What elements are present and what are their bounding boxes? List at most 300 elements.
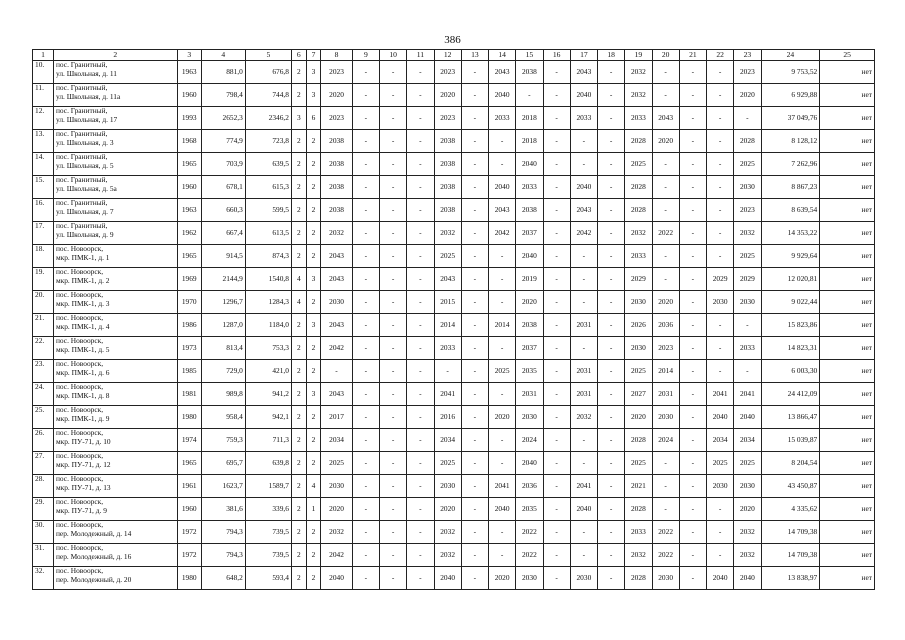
table-cell: 2025 xyxy=(734,452,761,475)
table-cell: 2 xyxy=(306,291,321,314)
table-cell: 2025 xyxy=(489,360,516,383)
table-cell: - xyxy=(707,544,734,567)
table-cell: - xyxy=(407,245,434,268)
table-cell: 2 xyxy=(291,544,306,567)
table-cell: 881,0 xyxy=(201,61,245,84)
data-table xyxy=(32,49,875,590)
table-cell: 599,5 xyxy=(245,199,291,222)
cost-cell: 15 823,86 xyxy=(761,314,820,337)
table-cell: - xyxy=(707,360,734,383)
table-cell: 2 xyxy=(291,199,306,222)
table-cell: 739,5 xyxy=(245,521,291,544)
table-cell: 2 xyxy=(291,452,306,475)
table-cell: - xyxy=(679,107,706,130)
table-cell: 2 xyxy=(291,61,306,84)
table-cell: - xyxy=(489,521,516,544)
table-cell: 2028 xyxy=(625,429,652,452)
table-cell: 2030 xyxy=(516,567,543,590)
table-cell: 2028 xyxy=(734,130,761,153)
table-cell: 2041 xyxy=(570,475,597,498)
table-cell: - xyxy=(707,314,734,337)
table-cell: - xyxy=(598,429,625,452)
column-header: 14 xyxy=(489,50,516,61)
table-cell: - xyxy=(598,475,625,498)
address-street: ул. Школьная, д. 11 xyxy=(55,68,117,78)
table-cell: - xyxy=(543,222,570,245)
table-cell: 2030 xyxy=(434,475,461,498)
table-cell: 2020 xyxy=(625,406,652,429)
table-cell: 2 xyxy=(291,337,306,360)
table-cell: 2030 xyxy=(321,291,352,314)
table-row xyxy=(33,498,875,521)
table-cell: 1296,7 xyxy=(201,291,245,314)
table-cell: 2031 xyxy=(652,383,679,406)
table-cell: - xyxy=(543,383,570,406)
address-street: ул. Школьная, д. 7 xyxy=(55,206,114,216)
table-cell: - xyxy=(461,360,488,383)
cost-cell: 14 709,38 xyxy=(761,521,820,544)
table-cell: 2043 xyxy=(489,199,516,222)
address-cell xyxy=(53,291,177,314)
table-cell: 2038 xyxy=(321,153,352,176)
table-cell: - xyxy=(461,84,488,107)
table-cell: - xyxy=(489,429,516,452)
table-cell: 381,6 xyxy=(201,498,245,521)
cost-cell: 12 020,81 xyxy=(761,268,820,291)
address-street: ул. Школьная, д. 5а xyxy=(55,183,117,193)
table-cell: - xyxy=(652,61,679,84)
table-cell: - xyxy=(461,314,488,337)
address-settlement: пос. Новоорск, xyxy=(55,382,104,391)
table-cell: - xyxy=(570,291,597,314)
table-cell: 2033 xyxy=(625,107,652,130)
table-cell: 753,3 xyxy=(245,337,291,360)
table-cell: - xyxy=(570,452,597,475)
table-cell: - xyxy=(461,245,488,268)
cost-cell: 9 929,64 xyxy=(761,245,820,268)
table-cell: 2025 xyxy=(321,452,352,475)
table-cell: 2038 xyxy=(516,199,543,222)
table-cell: 2020 xyxy=(652,130,679,153)
table-cell: - xyxy=(652,84,679,107)
table-cell: 2030 xyxy=(625,337,652,360)
table-cell: - xyxy=(380,268,407,291)
row-number: 12. xyxy=(33,107,54,130)
table-cell: - xyxy=(598,84,625,107)
table-cell: - xyxy=(543,567,570,590)
table-cell: 2020 xyxy=(434,498,461,521)
table-cell: 2020 xyxy=(489,406,516,429)
table-cell: 2028 xyxy=(625,567,652,590)
row-number: 28. xyxy=(33,475,54,498)
table-cell: 798,4 xyxy=(201,84,245,107)
address-cell xyxy=(53,452,177,475)
table-cell: - xyxy=(652,176,679,199)
table-cell: - xyxy=(598,498,625,521)
cost-cell: 9 022,44 xyxy=(761,291,820,314)
address-cell xyxy=(53,475,177,498)
table-row xyxy=(33,360,875,383)
table-cell: - xyxy=(352,452,379,475)
table-cell: - xyxy=(352,61,379,84)
column-header: 22 xyxy=(707,50,734,61)
column-header: 15 xyxy=(516,50,543,61)
table-cell: - xyxy=(707,337,734,360)
address-cell xyxy=(53,360,177,383)
row-number: 31. xyxy=(33,544,54,567)
table-cell: 2 xyxy=(306,222,321,245)
table-cell: - xyxy=(407,176,434,199)
table-cell: 613,5 xyxy=(245,222,291,245)
table-cell: - xyxy=(352,222,379,245)
table-cell: - xyxy=(352,291,379,314)
flag-cell: нет xyxy=(820,498,875,521)
table-cell: 4 xyxy=(306,475,321,498)
table-cell: - xyxy=(679,268,706,291)
cost-cell: 15 039,87 xyxy=(761,429,820,452)
column-header: 18 xyxy=(598,50,625,61)
table-row xyxy=(33,452,875,475)
table-cell: - xyxy=(679,130,706,153)
table-cell: 2032 xyxy=(321,222,352,245)
address-settlement: пос. Новоорск, xyxy=(55,336,104,345)
flag-cell: нет xyxy=(820,567,875,590)
table-cell: - xyxy=(679,429,706,452)
column-header: 23 xyxy=(734,50,761,61)
table-cell: 2030 xyxy=(652,406,679,429)
address-settlement: пос. Новоорск, xyxy=(55,359,104,368)
table-cell: 2040 xyxy=(516,153,543,176)
table-cell: 2033 xyxy=(734,337,761,360)
table-cell: - xyxy=(598,176,625,199)
address-street: пер. Молодежный, д. 16 xyxy=(55,551,132,561)
table-cell: - xyxy=(380,498,407,521)
table-cell: - xyxy=(543,107,570,130)
table-row xyxy=(33,383,875,406)
table-cell: - xyxy=(543,291,570,314)
address-cell xyxy=(53,567,177,590)
column-header: 10 xyxy=(380,50,407,61)
table-cell: - xyxy=(461,153,488,176)
table-cell: - xyxy=(570,429,597,452)
table-cell: 2028 xyxy=(625,176,652,199)
table-cell: - xyxy=(380,544,407,567)
table-cell: 2 xyxy=(306,544,321,567)
table-cell: - xyxy=(352,521,379,544)
table-cell: 2038 xyxy=(516,314,543,337)
table-cell: 2 xyxy=(306,360,321,383)
table-cell: 1968 xyxy=(177,130,201,153)
table-row xyxy=(33,199,875,222)
table-cell: 2033 xyxy=(434,337,461,360)
table-cell: - xyxy=(461,107,488,130)
table-cell: - xyxy=(543,475,570,498)
table-cell: 2019 xyxy=(516,268,543,291)
table-cell: 639,8 xyxy=(245,452,291,475)
address-settlement: пос. Гранитный, xyxy=(55,221,108,230)
table-cell: 2038 xyxy=(516,61,543,84)
table-cell: - xyxy=(679,222,706,245)
address-settlement: пос. Гранитный, xyxy=(55,106,108,115)
table-cell: - xyxy=(352,337,379,360)
table-cell: - xyxy=(570,130,597,153)
table-cell: 2022 xyxy=(516,521,543,544)
table-cell: 2028 xyxy=(625,498,652,521)
table-cell: 2014 xyxy=(434,314,461,337)
cost-cell: 8 128,12 xyxy=(761,130,820,153)
table-cell: 2028 xyxy=(625,130,652,153)
table-cell: 678,1 xyxy=(201,176,245,199)
cost-cell: 8 867,23 xyxy=(761,176,820,199)
address-street: пер. Молодежный, д. 14 xyxy=(55,528,132,538)
table-cell: - xyxy=(652,452,679,475)
table-cell: - xyxy=(707,498,734,521)
table-row xyxy=(33,337,875,360)
table-cell: 2 xyxy=(291,475,306,498)
table-cell: 2016 xyxy=(434,406,461,429)
table-cell: 2025 xyxy=(625,153,652,176)
table-cell: 2041 xyxy=(707,383,734,406)
table-cell: 695,7 xyxy=(201,452,245,475)
table-cell: - xyxy=(679,360,706,383)
table-cell: 2029 xyxy=(707,268,734,291)
flag-cell: нет xyxy=(820,268,875,291)
table-cell: 2040 xyxy=(434,567,461,590)
address-cell xyxy=(53,521,177,544)
table-cell: - xyxy=(707,61,734,84)
table-cell: - xyxy=(352,475,379,498)
table-cell: 2024 xyxy=(652,429,679,452)
table-cell: - xyxy=(598,245,625,268)
table-cell: 2042 xyxy=(321,544,352,567)
row-number: 10. xyxy=(33,61,54,84)
address-settlement: пос. Гранитный, xyxy=(55,175,108,184)
row-number: 30. xyxy=(33,521,54,544)
cost-cell: 14 709,38 xyxy=(761,544,820,567)
table-cell: 2022 xyxy=(652,521,679,544)
cost-cell: 24 412,09 xyxy=(761,383,820,406)
table-cell: - xyxy=(489,268,516,291)
table-cell: 2 xyxy=(306,406,321,429)
table-cell: - xyxy=(380,84,407,107)
address-settlement: пос. Гранитный, xyxy=(55,152,108,161)
table-cell: - xyxy=(598,268,625,291)
table-cell: 2033 xyxy=(625,521,652,544)
table-cell: - xyxy=(543,199,570,222)
table-cell: 3 xyxy=(306,314,321,337)
table-cell: - xyxy=(543,245,570,268)
address-street: мкр. ПУ-71, д. 9 xyxy=(55,505,107,515)
table-cell: - xyxy=(352,406,379,429)
table-cell: 1974 xyxy=(177,429,201,452)
table-cell: - xyxy=(598,314,625,337)
table-cell: 2035 xyxy=(516,498,543,521)
table-cell: 2040 xyxy=(734,406,761,429)
table-cell: - xyxy=(543,130,570,153)
address-settlement: пос. Новоорск, xyxy=(55,520,104,529)
table-cell: 1960 xyxy=(177,176,201,199)
table-cell: 2040 xyxy=(570,84,597,107)
table-cell: 2 xyxy=(306,245,321,268)
cost-cell: 8 639,54 xyxy=(761,199,820,222)
table-cell: 1961 xyxy=(177,475,201,498)
table-cell: 2040 xyxy=(489,84,516,107)
column-header: 20 xyxy=(652,50,679,61)
column-header: 24 xyxy=(761,50,820,61)
address-settlement: пос. Гранитный, xyxy=(55,83,108,92)
table-cell: 2030 xyxy=(734,475,761,498)
row-number: 16. xyxy=(33,199,54,222)
table-cell: - xyxy=(734,314,761,337)
table-cell: 2043 xyxy=(321,314,352,337)
table-cell: 1993 xyxy=(177,107,201,130)
table-cell: - xyxy=(679,337,706,360)
table-cell: 2034 xyxy=(321,429,352,452)
address-street: мкр. ПМК-1, д. 2 xyxy=(55,275,110,285)
table-cell: - xyxy=(489,245,516,268)
address-settlement: пос. Новоорск, xyxy=(55,267,104,276)
table-cell: 2 xyxy=(291,130,306,153)
address-cell xyxy=(53,199,177,222)
table-cell: - xyxy=(543,176,570,199)
table-cell: 958,4 xyxy=(201,406,245,429)
table-cell: 2 xyxy=(306,176,321,199)
table-cell: 2040 xyxy=(516,452,543,475)
table-cell: - xyxy=(598,291,625,314)
table-cell: - xyxy=(434,360,461,383)
address-settlement: пос. Новоорск, xyxy=(55,451,104,460)
table-row xyxy=(33,130,875,153)
table-cell: - xyxy=(570,521,597,544)
table-cell: - xyxy=(707,222,734,245)
column-header: 9 xyxy=(352,50,379,61)
table-cell: 1965 xyxy=(177,153,201,176)
row-number: 23. xyxy=(33,360,54,383)
table-cell: - xyxy=(707,521,734,544)
flag-cell: нет xyxy=(820,107,875,130)
flag-cell: нет xyxy=(820,199,875,222)
flag-cell: нет xyxy=(820,222,875,245)
address-street: ул. Школьная, д. 5 xyxy=(55,160,114,170)
address-settlement: пос. Новоорск, xyxy=(55,428,104,437)
table-cell: 2020 xyxy=(516,291,543,314)
column-header: 13 xyxy=(461,50,488,61)
table-cell: 1986 xyxy=(177,314,201,337)
table-cell: - xyxy=(489,291,516,314)
table-cell: 2030 xyxy=(516,406,543,429)
address-street: мкр. ПМК-1, д. 8 xyxy=(55,390,110,400)
address-cell xyxy=(53,107,177,130)
table-cell: 2018 xyxy=(516,107,543,130)
table-cell: - xyxy=(652,245,679,268)
cost-cell: 13 866,47 xyxy=(761,406,820,429)
table-cell: - xyxy=(407,61,434,84)
table-cell: - xyxy=(570,268,597,291)
table-cell: - xyxy=(380,130,407,153)
table-cell: - xyxy=(489,383,516,406)
table-cell: - xyxy=(543,61,570,84)
table-cell: 723,8 xyxy=(245,130,291,153)
cost-cell: 6 929,88 xyxy=(761,84,820,107)
table-cell: 1960 xyxy=(177,84,201,107)
table-cell: 1 xyxy=(306,498,321,521)
table-cell: 2020 xyxy=(321,498,352,521)
table-cell: 2652,3 xyxy=(201,107,245,130)
table-cell: 2 xyxy=(291,498,306,521)
address-street: ул. Школьная, д. 9 xyxy=(55,229,114,239)
table-cell: 2033 xyxy=(516,176,543,199)
table-cell: - xyxy=(543,452,570,475)
table-cell: 2038 xyxy=(434,176,461,199)
flag-cell: нет xyxy=(820,245,875,268)
column-header: 2 xyxy=(53,50,177,61)
table-cell: - xyxy=(570,337,597,360)
table-cell: - xyxy=(461,176,488,199)
row-number: 19. xyxy=(33,268,54,291)
table-cell: 660,3 xyxy=(201,199,245,222)
table-cell: 813,4 xyxy=(201,337,245,360)
row-number: 32. xyxy=(33,567,54,590)
address-cell xyxy=(53,176,177,199)
table-cell: 2023 xyxy=(434,61,461,84)
row-number: 18. xyxy=(33,245,54,268)
table-cell: - xyxy=(407,498,434,521)
table-row xyxy=(33,84,875,107)
table-cell: - xyxy=(407,153,434,176)
row-number: 26. xyxy=(33,429,54,452)
flag-cell: нет xyxy=(820,406,875,429)
table-cell: - xyxy=(407,291,434,314)
table-cell: - xyxy=(407,521,434,544)
row-number: 11. xyxy=(33,84,54,107)
table-cell: 1972 xyxy=(177,521,201,544)
table-cell: 1980 xyxy=(177,406,201,429)
table-cell: 1962 xyxy=(177,222,201,245)
table-cell: - xyxy=(679,84,706,107)
table-cell: - xyxy=(407,222,434,245)
page-number: 386 xyxy=(444,34,461,46)
table-cell: 2043 xyxy=(652,107,679,130)
table-cell: - xyxy=(407,360,434,383)
table-cell: 2 xyxy=(291,521,306,544)
table-cell: 2032 xyxy=(434,544,461,567)
table-cell: 2022 xyxy=(516,544,543,567)
table-cell: 2031 xyxy=(570,360,597,383)
address-street: пер. Молодежный, д. 20 xyxy=(55,574,132,584)
table-cell: - xyxy=(679,452,706,475)
address-street: мкр. ПУ-71, д. 12 xyxy=(55,459,111,469)
table-cell: 4 xyxy=(291,268,306,291)
address-settlement: пос. Новоорск, xyxy=(55,290,104,299)
table-cell: 2034 xyxy=(434,429,461,452)
table-row xyxy=(33,176,875,199)
table-cell: - xyxy=(352,107,379,130)
table-cell: - xyxy=(707,199,734,222)
table-cell: - xyxy=(461,268,488,291)
address-cell xyxy=(53,245,177,268)
row-number: 17. xyxy=(33,222,54,245)
row-number: 27. xyxy=(33,452,54,475)
flag-cell: нет xyxy=(820,153,875,176)
table-cell: 2032 xyxy=(734,222,761,245)
column-header: 12 xyxy=(434,50,461,61)
table-cell: 2032 xyxy=(734,521,761,544)
address-street: мкр. ПМК-1, д. 5 xyxy=(55,344,110,354)
table-cell: 739,5 xyxy=(245,544,291,567)
address-street: мкр. ПУ-71, д. 10 xyxy=(55,436,111,446)
address-settlement: пос. Новоорск, xyxy=(55,474,104,483)
table-cell: - xyxy=(598,452,625,475)
